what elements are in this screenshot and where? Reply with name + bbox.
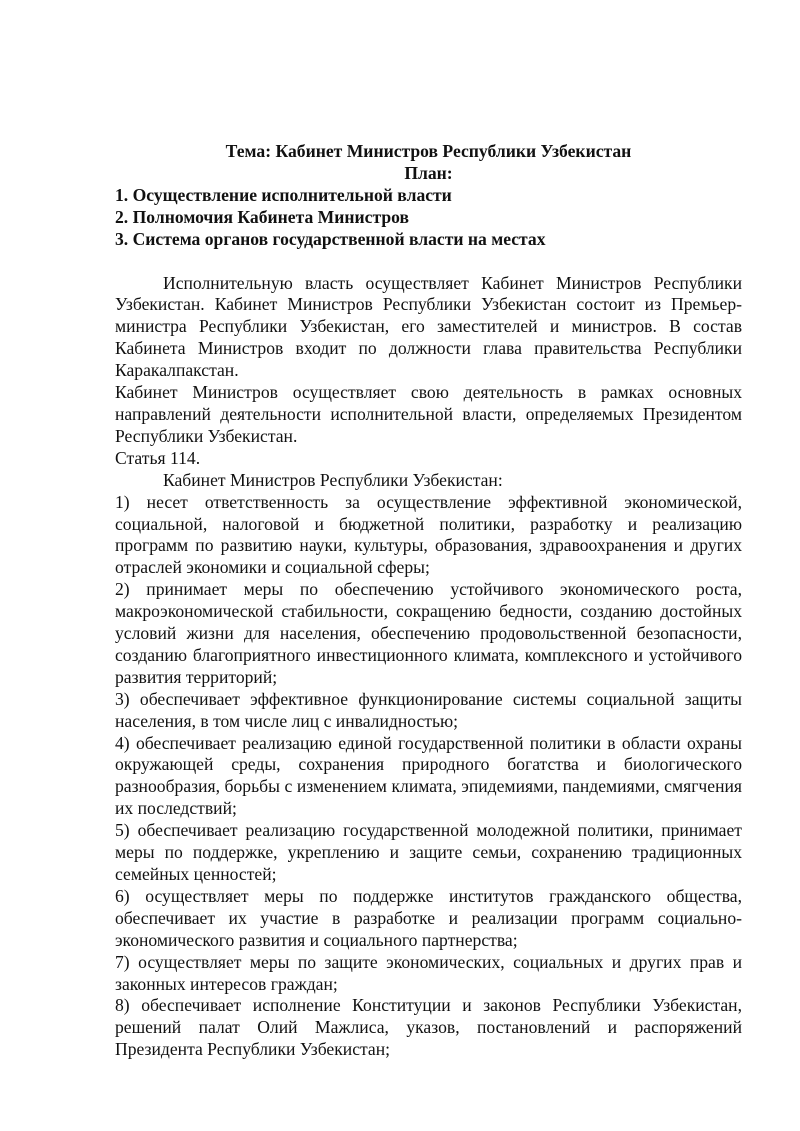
plan-item: 2. Полномочия Кабинета Министров — [115, 206, 409, 227]
power-item: 2) принимает меры по обеспечению устойчивого экономического роста, макроэкономической стабильности, сокращению бедности, созданию достойных условий жизни для населения, обеспечению продовольственной безопасности, созданию благоприятного инвестиционного климата, комплексного и устойчивого развития территорий; — [115, 579, 742, 687]
power-item: 3) обеспечивает эффективное функционирование системы социальной защиты населения, в том числе лиц с инвалидностью; — [115, 688, 742, 731]
power-item: 7) осуществляет меры по защите экономических, социальных и других прав и законных интересов граждан; — [115, 951, 742, 994]
article-heading: Статья 114. — [115, 447, 201, 468]
intro-paragraph: Исполнительную власть осуществляет Кабинет Министров Республики Узбекистан. Кабинет Министров Республики Узбекистан состоит из Премьер-министра Республики Узбекистан, его заместителей и министров. В состав Кабинета Министров входит по должности глава правительства Республики Каракалпакстан. — [115, 272, 742, 381]
plan-item: 1. Осуществление исполнительной власти — [115, 184, 452, 205]
document-page — [115, 141, 742, 1061]
article-lead: Кабинет Министров Республики Узбекистан: — [163, 469, 503, 490]
plan-item: 3. Система органов государственной власти на местах — [115, 228, 546, 249]
plan-heading: План: — [404, 162, 453, 183]
power-item: 5) обеспечивает реализацию государственной молодежной политики, принимает меры по поддержке, укреплению и защите семьи, сохранению традиционных семейных ценностей; — [115, 820, 742, 884]
plan-list — [115, 185, 742, 251]
document-title: Тема: Кабинет Министров Республики Узбекистан — [225, 141, 632, 161]
spacer — [115, 251, 742, 273]
power-item: 6) осуществляет меры по поддержке институтов гражданского общества, обеспечивает их участие в разработке и реализации программ социально-экономического развития и социального партнерства; — [115, 885, 742, 950]
power-item: 1) несет ответственность за осуществление эффективной экономической, социальной, налоговой и бюджетной политики, разработку и реализацию программ по развитию науки, культуры, образования, здравоохранения и других отраслей экономики и социальной сферы; — [115, 491, 742, 578]
power-item: 4) обеспечивает реализацию единой государственной политики в области охраны окружающей среды, сохранения природного богатства и биологического разнообразия, борьбы с изменением климата, эпидемиями, пандемиями, смягчения их последствий; — [115, 732, 742, 819]
power-item: 8) обеспечивает исполнение Конституции и законов Республики Узбекистан, решений палат Олий Мажлиса, указов, постановлений и распоряжений Президента Республики Узбекистан; — [115, 995, 742, 1060]
activity-paragraph: Кабинет Министров осуществляет свою деятельность в рамках основных направлений деятельности исполнительной власти, определяемых Президентом Республики Узбекистан. — [115, 382, 742, 446]
